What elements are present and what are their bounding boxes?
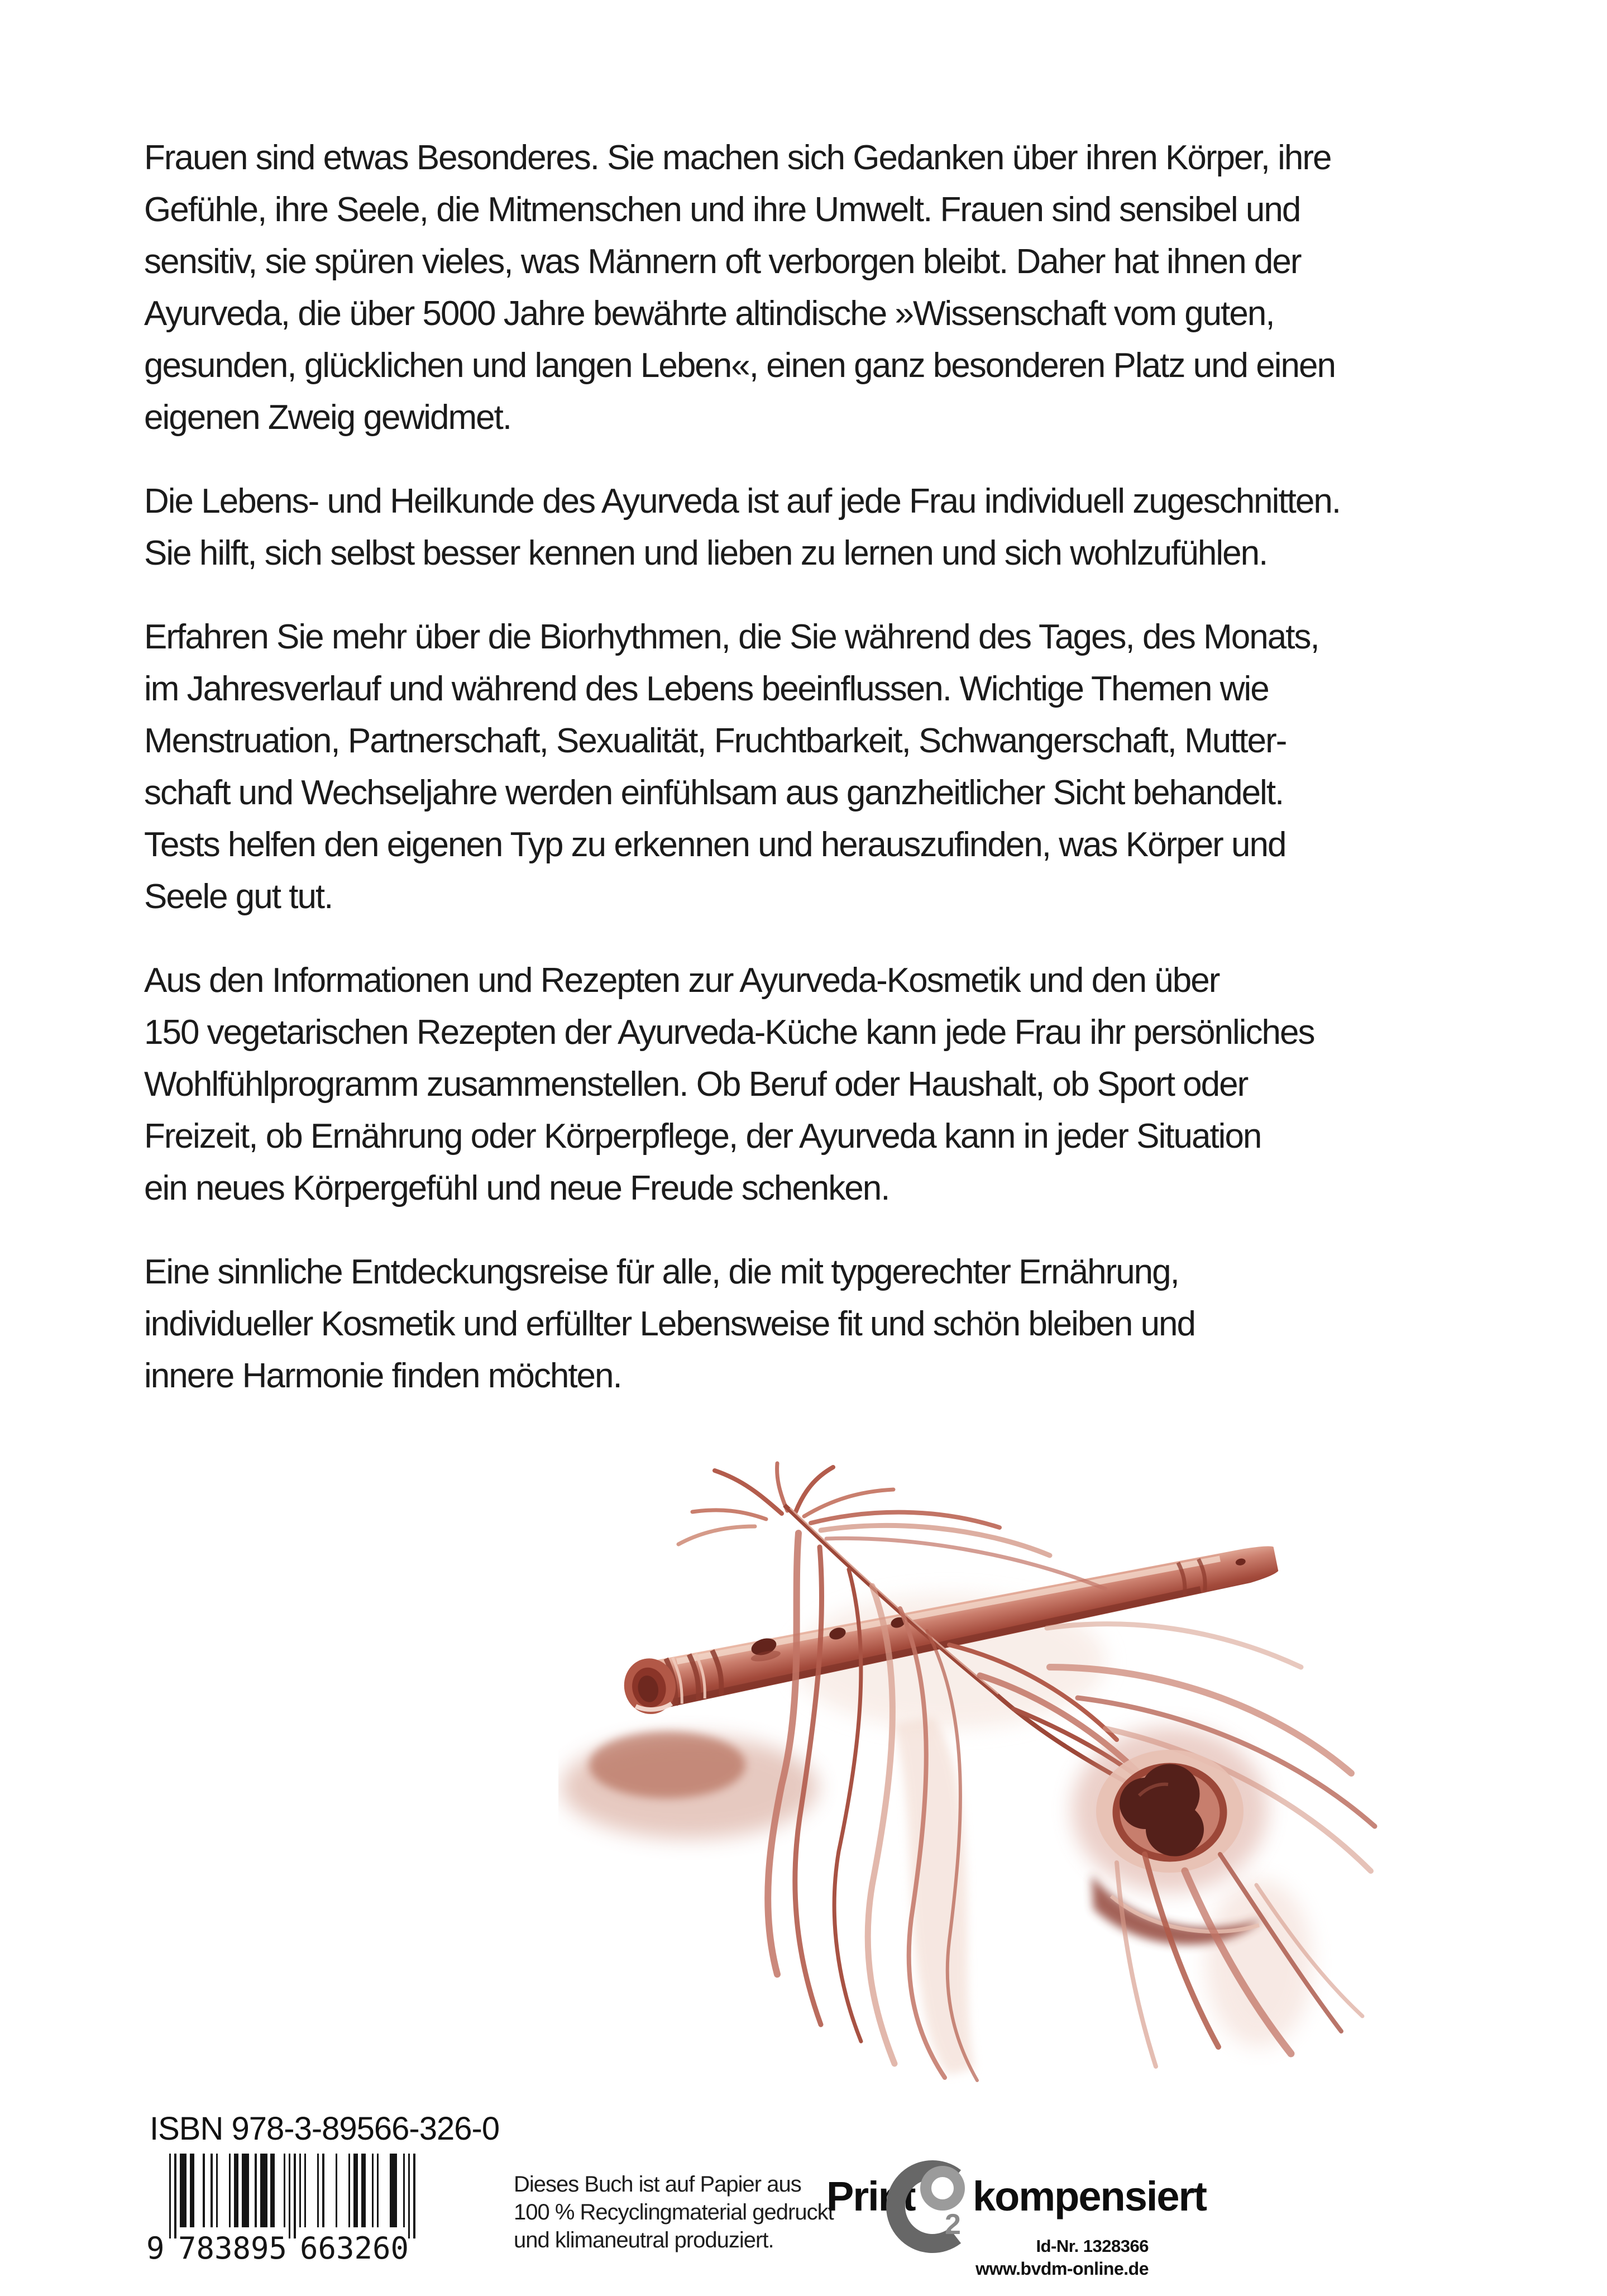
text-line: sensitiv, sie spüren vieles, was Männern oft verborgen bleibt. Daher hat ihnen der: [144, 242, 1301, 281]
barcode-bar: [260, 2154, 267, 2227]
text-line: Sie hilft, sich selbst besser kennen und lieben zu lernen und sich wohlzufühlen.: [144, 534, 1268, 572]
print-label: Print: [826, 2173, 915, 2219]
barcode-digits-left: 783895: [178, 2231, 288, 2266]
text-line: Freizeit, ob Ernährung oder Körperpflege, der Ayurveda kann in jeder Situation: [144, 1117, 1261, 1156]
barcode-bar: [211, 2154, 212, 2227]
text-line: eigenen Zweig gewidmet.: [144, 398, 511, 437]
text-line: Die Lebens- und Heilkunde des Ayurveda ist auf jede Frau individuell zugeschnitten.: [144, 482, 1341, 521]
barcode-bar: [361, 2154, 366, 2227]
text-line: 100 % Recyclingmaterial gedruckt: [514, 2200, 834, 2225]
text-line: Erfahren Sie mehr über die Biorhythmen, die Sie während des Tages, des Monats,: [144, 618, 1319, 656]
barcode-digit-lead: 9: [146, 2231, 165, 2266]
barcode-bar: [408, 2154, 410, 2238]
text-line: Menstruation, Partnerschaft, Sexualität, Fruchtbarkeit, Schwangerschaft, Mutter-: [144, 722, 1286, 760]
paper-note: [514, 2170, 834, 2254]
co2-icon: [882, 2149, 977, 2283]
paragraph: [144, 475, 1506, 579]
id-number-label: Id-Nr. 1328366: [1036, 2236, 1149, 2256]
text-line: Aus den Informationen und Rezepten zur Ayurveda-Kosmetik und den über: [144, 961, 1219, 1000]
barcode-bar: [353, 2154, 358, 2227]
barcode-bar: [270, 2154, 275, 2227]
text-line: individueller Kosmetik und erfüllter Lebensweise fit und schön bleiben und: [144, 1305, 1195, 1343]
blurb-text: [144, 132, 1506, 1434]
barcode-digits-right: 663260: [300, 2231, 409, 2266]
text-line: Frauen sind etwas Besonderes. Sie machen sich Gedanken über ihren Körper, ihre: [144, 139, 1331, 177]
barcode-bar: [348, 2154, 350, 2227]
text-line: 150 vegetarischen Rezepten der Ayurveda-Küche kann jede Frau ihr persönliches: [144, 1013, 1314, 1052]
text-line: Gefühle, ihre Seele, die Mitmenschen und ihre Umwelt. Frauen sind sensibel und: [144, 190, 1300, 229]
barcode-bar: [174, 2154, 176, 2238]
barcode-bar: [294, 2154, 295, 2238]
barcode-bar: [255, 2154, 256, 2227]
bvdm-url-label: www.bvdm-online.de: [975, 2259, 1149, 2279]
text-line: ein neues Körpergefühl und neue Freude schenken.: [144, 1169, 889, 1207]
text-line: gesunden, glücklichen und langen Leben«, einen ganz besonderen Platz und einen: [144, 346, 1335, 385]
barcode-bar: [299, 2154, 301, 2227]
barcode-bar: [234, 2154, 238, 2227]
barcode-bar: [203, 2154, 204, 2227]
barcode-bar: [413, 2154, 415, 2238]
text-line: innere Harmonie finden möchten.: [144, 1357, 621, 1395]
paragraph: [144, 132, 1506, 443]
barcode-bar: [169, 2154, 171, 2238]
barcode-bar: [284, 2154, 285, 2227]
text-line: Wohlfühlprogramm zusammenstellen. Ob Beruf oder Haushalt, ob Sport oder: [144, 1065, 1248, 1104]
text-line: Seele gut tut.: [144, 877, 333, 916]
ean13-barcode: [146, 2154, 437, 2271]
barcode-bar: [390, 2154, 397, 2227]
barcode-bar: [304, 2154, 306, 2227]
text-line: und klimaneutral produziert.: [514, 2228, 774, 2252]
barcode-bar: [180, 2154, 187, 2227]
text-line: Ayurveda, die über 5000 Jahre bewährte altindische »Wissenschaft vom guten,: [144, 294, 1274, 333]
text-line: schaft und Wechseljahre werden einfühlsam aus ganzheitlicher Sicht behandelt.: [144, 774, 1284, 812]
text-line: Tests helfen den eigenen Typ zu erkennen und herauszufinden, was Körper und: [144, 825, 1286, 864]
isbn-label: ISBN 978-3-89566-326-0: [150, 2111, 500, 2147]
barcode-bar: [322, 2154, 324, 2227]
paragraph: [144, 954, 1506, 1214]
barcode-bar: [372, 2154, 374, 2227]
text-line: im Jahresverlauf und während des Lebens beeinflussen. Wichtige Themen wie: [144, 670, 1269, 708]
barcode-bar: [403, 2154, 405, 2227]
kompensiert-label: kompensiert: [973, 2173, 1207, 2219]
barcode-bar: [216, 2154, 218, 2227]
paragraph: [144, 611, 1506, 923]
co2-subscript: 2: [945, 2208, 961, 2241]
barcode-bar: [377, 2154, 379, 2227]
barcode-bar: [289, 2154, 290, 2238]
barcode-bar: [317, 2154, 319, 2227]
text-line: Eine sinnliche Entdeckungsreise für alle, die mit typgerechter Ernährung,: [144, 1253, 1179, 1291]
flute-feather-illustration: [558, 1460, 1407, 2103]
barcode-bars: [146, 2154, 437, 2243]
print-co2-kompensiert-logo: [826, 2149, 1207, 2283]
barcode-bar: [229, 2154, 231, 2227]
barcode-bar: [336, 2154, 337, 2227]
text-line: Dieses Buch ist auf Papier aus: [514, 2172, 801, 2197]
barcode-bar: [190, 2154, 194, 2227]
barcode-bar: [242, 2154, 249, 2227]
paragraph: [144, 1246, 1506, 1402]
